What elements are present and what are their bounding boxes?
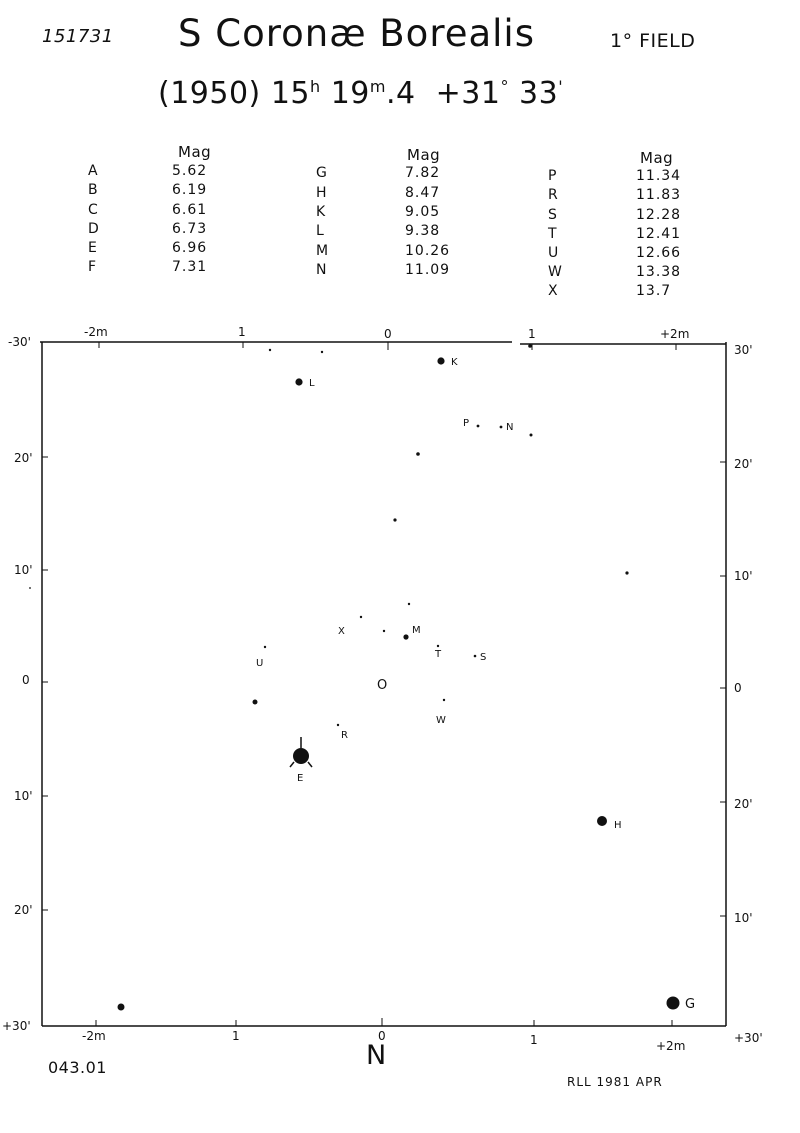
star-mag: 12.41 [636, 226, 682, 242]
dec-degrees: +31 [435, 76, 501, 111]
field-size-label: 1° FIELD [610, 30, 696, 52]
left-tick-label: 20' [14, 451, 33, 465]
star-letter: C [88, 202, 99, 218]
star-label: K [451, 357, 458, 368]
left-tick-label: +30' [2, 1019, 31, 1033]
chart-id: 151731 [42, 26, 114, 47]
top-tick-label: 1 [238, 325, 246, 339]
star-letter: F [88, 259, 98, 275]
star-L [295, 378, 315, 389]
star-label: W [436, 715, 446, 726]
star-label: T [435, 649, 442, 660]
chart-code: 043.01 [48, 1058, 107, 1077]
star-letter: T [548, 226, 558, 242]
star-letter: H [316, 185, 328, 201]
star-letter: X [548, 283, 559, 299]
author-credit: RLL 1981 APR [567, 1075, 663, 1089]
chart-title: S Coronæ Borealis [178, 12, 535, 55]
ra-hours: 15 [270, 76, 310, 111]
star-letter: E [88, 240, 98, 256]
star-U [256, 646, 266, 669]
star-mag: 7.31 [172, 259, 208, 275]
star-E [290, 737, 312, 784]
star-letter: K [316, 204, 327, 220]
star-mag: 11.83 [636, 187, 682, 203]
star-mag: 7.82 [405, 165, 441, 181]
star-mag: 6.73 [172, 221, 208, 237]
star-mag: 13.38 [636, 264, 682, 280]
star-label: U [256, 658, 264, 669]
star-letter: D [88, 221, 100, 237]
star-mag: 12.66 [636, 245, 682, 261]
dec-minutes-unit: ' [558, 77, 564, 96]
star-letter: G [316, 165, 328, 181]
star-letter: P [548, 168, 558, 184]
star-mag: 11.34 [636, 168, 682, 184]
left-tick-label: 10' [14, 563, 33, 577]
star-letter: N [316, 262, 328, 278]
left-tick-label: 20' [14, 903, 33, 917]
bottom-tick-label: 0 [378, 1029, 386, 1043]
dec-degrees-unit: ° [500, 77, 509, 96]
star-letter: L [316, 223, 325, 239]
star-mag: 9.05 [405, 204, 441, 220]
star-mag: 11.09 [405, 262, 451, 278]
right-tick-label: 10' [734, 911, 753, 925]
top-tick-label: 1 [528, 327, 536, 341]
mag-header-3: Mag [640, 149, 674, 167]
star-label: M [412, 625, 421, 636]
star-label: X [338, 626, 345, 637]
star-letter: U [548, 245, 560, 261]
star-label: P [463, 418, 470, 429]
right-tick-label: 0 [734, 681, 742, 695]
dec-minutes: 33 [519, 76, 559, 111]
star-mag: 5.62 [172, 163, 208, 179]
right-tick-label: 20' [734, 797, 753, 811]
star-mag: 10.26 [405, 243, 451, 259]
left-tick-label: 10' [14, 789, 33, 803]
star-mag: 6.61 [172, 202, 208, 218]
star-label: S [480, 652, 487, 663]
ra-fraction: .4 [385, 76, 416, 111]
ra-hours-unit: h [310, 77, 321, 96]
star-letter: M [316, 243, 330, 259]
star-label: E [297, 773, 304, 784]
top-tick-label: -2m [84, 325, 108, 339]
right-tick-label: +30' [734, 1031, 763, 1045]
variable-star-marker: O [377, 678, 388, 693]
star-R [337, 724, 348, 741]
star-mag: 13.7 [636, 283, 672, 299]
bottom-tick-label: 1 [530, 1033, 538, 1047]
top-tick-label: 0 [384, 327, 392, 341]
star-T [434, 645, 442, 660]
right-tick-label: 20' [734, 457, 753, 471]
star-mag: 12.28 [636, 207, 682, 223]
star-N [500, 422, 514, 433]
star-label: L [309, 378, 315, 389]
star-label: R [341, 730, 348, 741]
star-S [474, 652, 487, 663]
star-label: G [685, 997, 696, 1012]
right-tick-label: 10' [734, 569, 753, 583]
field-stars [29, 344, 629, 1010]
star-W [436, 699, 446, 726]
top-tick-label: +2m [660, 327, 690, 341]
mag-header-1: Mag [178, 143, 212, 161]
star-label: H [614, 820, 622, 831]
star-letter: S [548, 207, 558, 223]
star-letter: W [548, 264, 563, 280]
star-X [338, 616, 362, 637]
bottom-tick-label: 1 [232, 1029, 240, 1043]
star-letter: B [88, 182, 99, 198]
ra-minutes: 19 [330, 76, 370, 111]
star-label: N [506, 422, 514, 433]
ra-minutes-unit: m [369, 77, 386, 96]
north-indicator: N [366, 1040, 387, 1071]
star-mag: 9.38 [405, 223, 441, 239]
star-letter: A [88, 163, 99, 179]
epoch: (1950) [158, 76, 261, 111]
star-K [437, 357, 458, 368]
right-tick-label: 30' [734, 343, 753, 357]
star-G [667, 997, 696, 1013]
star-P [463, 418, 479, 429]
star-mag: 6.96 [172, 240, 208, 256]
star-M [403, 625, 420, 640]
left-tick-label: -30' [8, 335, 31, 349]
mag-header-2: Mag [407, 146, 441, 164]
left-tick-label: 0 [22, 673, 30, 687]
star-mag: 8.47 [405, 185, 441, 201]
bottom-tick-label: -2m [82, 1029, 106, 1043]
bottom-tick-label: +2m [656, 1039, 686, 1053]
star-mag: 6.19 [172, 182, 208, 198]
star-H [597, 816, 622, 831]
star-letter: R [548, 187, 559, 203]
